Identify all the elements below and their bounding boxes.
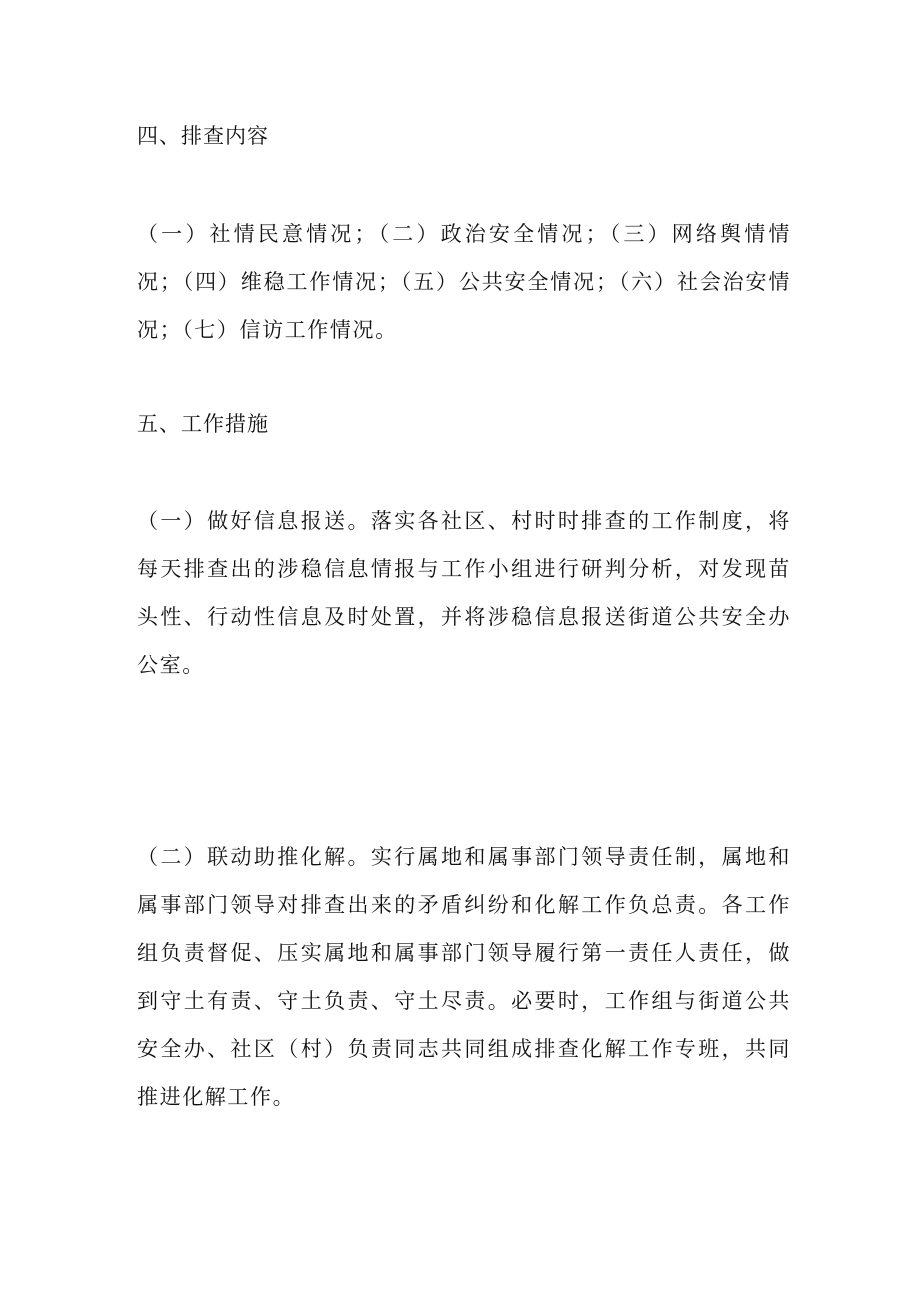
investigation-content-paragraph — [137, 210, 791, 354]
paragraph-text: （一）社情民意情况；（二）政治安全情况；（三）网络舆情情况；（四）维稳工作情况；（五）公共安全情况；（六）社会治安情况；（七）信访工作情况。 — [137, 222, 791, 342]
paragraph-text: （一）做好信息报送。落实各社区、村时时排查的工作制度，将每天排查出的涉稳信息情报与工作小组进行研判分析，对发现苗头性、行动性信息及时处置，并将涉稳信息报送街道公共安全办公室。 — [137, 509, 791, 677]
work-measure-item-2 — [137, 833, 791, 1121]
section-heading-investigation-content: 四、排查内容 — [137, 124, 269, 148]
section-heading-work-measures: 五、工作措施 — [137, 412, 269, 436]
paragraph-text: （二）联动助推化解。实行属地和属事部门领导责任制，属地和属事部门领导对排查出来的矛盾纠纷和化解工作负总责。各工作组负责督促、压实属地和属事部门领导履行第一责任人责任，做到守土有责、守土负责、守土尽责。必要时，工作组与街道公共安全办、社区（村）负责同志共同组成排查化解工作专班，共同推进化解工作。 — [137, 845, 791, 1109]
work-measure-item-1 — [137, 497, 791, 689]
